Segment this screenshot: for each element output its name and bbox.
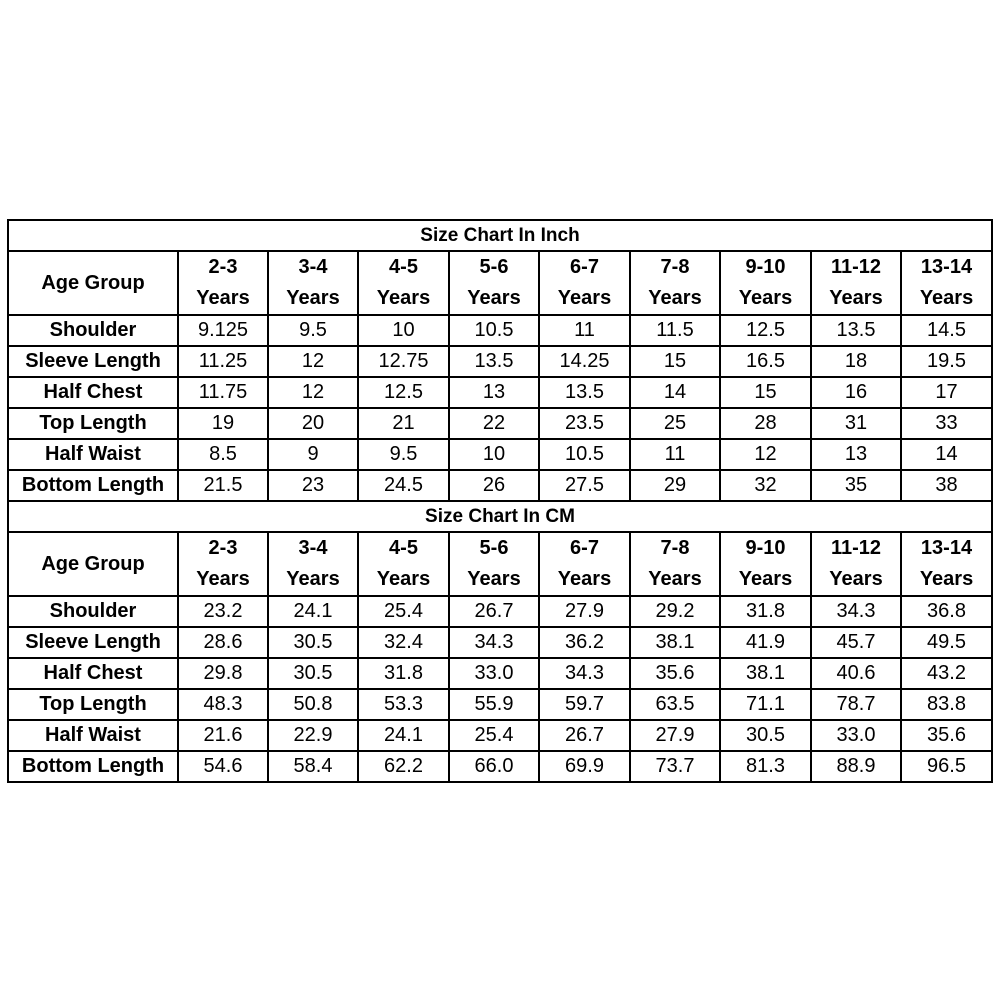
measurement-label: Bottom Length — [8, 751, 178, 782]
age-group-cell — [901, 532, 992, 596]
measurement-value: 11 — [539, 315, 630, 346]
measurement-value: 23.2 — [178, 596, 268, 627]
measurement-label: Top Length — [8, 689, 178, 720]
measurement-value: 24.1 — [268, 596, 358, 627]
measurement-value: 59.7 — [539, 689, 630, 720]
age-group-label: Age Group — [8, 251, 178, 315]
measurement-value: 9.125 — [178, 315, 268, 346]
measurement-value: 22.9 — [268, 720, 358, 751]
age-group-cell — [630, 251, 720, 315]
measurement-value: 9.5 — [268, 315, 358, 346]
measurement-value: 38.1 — [720, 658, 811, 689]
measurement-value: 9 — [268, 439, 358, 470]
measurement-value: 32.4 — [358, 627, 449, 658]
measurement-value: 12.75 — [358, 346, 449, 377]
age-unit: Years — [467, 287, 521, 309]
measurement-value: 26.7 — [539, 720, 630, 751]
measurement-value: 25.4 — [358, 596, 449, 627]
age-group-cell — [630, 532, 720, 596]
age-range: 5-6 — [479, 537, 509, 559]
age-unit: Years — [557, 568, 612, 590]
measurement-row — [8, 689, 992, 720]
age-unit: Years — [648, 568, 702, 590]
measurement-value: 78.7 — [811, 689, 901, 720]
measurement-value: 18 — [811, 346, 901, 377]
measurement-value: 12.5 — [720, 315, 811, 346]
measurement-value: 43.2 — [901, 658, 992, 689]
measurement-row — [8, 658, 992, 689]
measurement-label: Top Length — [8, 408, 178, 439]
measurement-value: 35.6 — [901, 720, 992, 751]
age-range: 13-14 — [920, 537, 973, 559]
age-group-cell — [449, 532, 539, 596]
age-group-cell — [268, 251, 358, 315]
age-unit: Years — [286, 287, 340, 309]
age-unit: Years — [376, 287, 431, 309]
size-chart-body — [8, 220, 992, 782]
measurement-value: 38 — [901, 470, 992, 501]
measurement-row — [8, 408, 992, 439]
measurement-value: 33.0 — [811, 720, 901, 751]
measurement-value: 13 — [811, 439, 901, 470]
measurement-value: 35.6 — [630, 658, 720, 689]
section-title-row — [8, 501, 992, 532]
measurement-value: 26.7 — [449, 596, 539, 627]
measurement-value: 28 — [720, 408, 811, 439]
age-unit: Years — [738, 568, 793, 590]
age-group-cell — [268, 532, 358, 596]
measurement-label: Half Waist — [8, 439, 178, 470]
measurement-value: 36.2 — [539, 627, 630, 658]
measurement-value: 13.5 — [811, 315, 901, 346]
measurement-value: 19.5 — [901, 346, 992, 377]
age-group-cell — [720, 532, 811, 596]
age-group-cell — [539, 251, 630, 315]
measurement-value: 83.8 — [901, 689, 992, 720]
measurement-value: 17 — [901, 377, 992, 408]
measurement-label: Shoulder — [8, 596, 178, 627]
measurement-value: 13 — [449, 377, 539, 408]
measurement-label: Half Waist — [8, 720, 178, 751]
measurement-value: 34.3 — [449, 627, 539, 658]
measurement-value: 14 — [630, 377, 720, 408]
measurement-value: 23.5 — [539, 408, 630, 439]
measurement-value: 21.6 — [178, 720, 268, 751]
age-group-cell — [720, 251, 811, 315]
age-group-cell — [901, 251, 992, 315]
age-unit: Years — [467, 568, 521, 590]
measurement-value: 11.5 — [630, 315, 720, 346]
measurement-value: 9.5 — [358, 439, 449, 470]
measurement-value: 27.9 — [630, 720, 720, 751]
measurement-value: 32 — [720, 470, 811, 501]
age-unit: Years — [196, 568, 250, 590]
measurement-value: 12 — [268, 346, 358, 377]
age-range: 4-5 — [389, 537, 418, 559]
measurement-value: 88.9 — [811, 751, 901, 782]
measurement-value: 15 — [630, 346, 720, 377]
age-unit: Years — [919, 568, 974, 590]
measurement-value: 45.7 — [811, 627, 901, 658]
age-group-header-row — [8, 532, 992, 596]
measurement-value: 29.8 — [178, 658, 268, 689]
measurement-value: 14 — [901, 439, 992, 470]
measurement-value: 10 — [449, 439, 539, 470]
measurement-row — [8, 627, 992, 658]
age-range: 2-3 — [208, 256, 238, 278]
measurement-row — [8, 751, 992, 782]
age-range: 4-5 — [389, 256, 418, 278]
measurement-value: 38.1 — [630, 627, 720, 658]
age-unit: Years — [829, 568, 883, 590]
measurement-label: Half Chest — [8, 377, 178, 408]
age-range: 6-7 — [570, 256, 599, 278]
measurement-row — [8, 720, 992, 751]
measurement-value: 73.7 — [630, 751, 720, 782]
measurement-value: 12 — [268, 377, 358, 408]
measurement-value: 66.0 — [449, 751, 539, 782]
measurement-value: 12 — [720, 439, 811, 470]
age-unit: Years — [919, 287, 974, 309]
measurement-value: 34.3 — [811, 596, 901, 627]
measurement-row — [8, 346, 992, 377]
age-group-label: Age Group — [8, 532, 178, 596]
age-range: 7-8 — [660, 256, 690, 278]
age-unit: Years — [557, 287, 612, 309]
age-unit: Years — [648, 287, 702, 309]
measurement-value: 24.5 — [358, 470, 449, 501]
age-group-header-row — [8, 251, 992, 315]
measurement-value: 29 — [630, 470, 720, 501]
section-title-row — [8, 220, 992, 251]
measurement-value: 27.9 — [539, 596, 630, 627]
measurement-value: 55.9 — [449, 689, 539, 720]
measurement-value: 71.1 — [720, 689, 811, 720]
measurement-value: 11 — [630, 439, 720, 470]
measurement-value: 28.6 — [178, 627, 268, 658]
measurement-value: 41.9 — [720, 627, 811, 658]
measurement-value: 62.2 — [358, 751, 449, 782]
age-unit: Years — [196, 287, 250, 309]
measurement-row — [8, 470, 992, 501]
measurement-value: 53.3 — [358, 689, 449, 720]
age-unit: Years — [738, 287, 793, 309]
age-range: 6-7 — [570, 537, 599, 559]
measurement-value: 26 — [449, 470, 539, 501]
measurement-value: 30.5 — [268, 658, 358, 689]
measurement-value: 63.5 — [630, 689, 720, 720]
age-range: 13-14 — [920, 256, 973, 278]
measurement-value: 36.8 — [901, 596, 992, 627]
size-chart-table — [7, 219, 993, 783]
measurement-value: 27.5 — [539, 470, 630, 501]
section-title: Size Chart In CM — [8, 501, 992, 532]
measurement-label: Sleeve Length — [8, 346, 178, 377]
age-unit: Years — [286, 568, 340, 590]
age-group-cell — [449, 251, 539, 315]
measurement-value: 22 — [449, 408, 539, 439]
measurement-value: 25 — [630, 408, 720, 439]
measurement-value: 10 — [358, 315, 449, 346]
measurement-value: 33 — [901, 408, 992, 439]
measurement-value: 24.1 — [358, 720, 449, 751]
measurement-value: 10.5 — [539, 439, 630, 470]
section-title: Size Chart In Inch — [8, 220, 992, 251]
age-range: 3-4 — [298, 537, 328, 559]
measurement-row — [8, 377, 992, 408]
age-range: 9-10 — [745, 256, 786, 278]
measurement-value: 23 — [268, 470, 358, 501]
measurement-value: 14.25 — [539, 346, 630, 377]
age-range: 11-12 — [830, 537, 882, 559]
age-range: 5-6 — [479, 256, 509, 278]
age-range: 3-4 — [298, 256, 328, 278]
measurement-row — [8, 596, 992, 627]
measurement-label: Half Chest — [8, 658, 178, 689]
measurement-value: 13.5 — [449, 346, 539, 377]
measurement-value: 8.5 — [178, 439, 268, 470]
age-group-cell — [539, 532, 630, 596]
measurement-value: 16 — [811, 377, 901, 408]
measurement-value: 31 — [811, 408, 901, 439]
measurement-value: 21 — [358, 408, 449, 439]
measurement-value: 49.5 — [901, 627, 992, 658]
measurement-value: 69.9 — [539, 751, 630, 782]
measurement-value: 11.75 — [178, 377, 268, 408]
measurement-label: Sleeve Length — [8, 627, 178, 658]
measurement-value: 35 — [811, 470, 901, 501]
measurement-value: 12.5 — [358, 377, 449, 408]
age-group-cell — [811, 532, 901, 596]
age-group-cell — [178, 251, 268, 315]
age-range: 7-8 — [660, 537, 690, 559]
measurement-value: 40.6 — [811, 658, 901, 689]
age-unit: Years — [829, 287, 883, 309]
measurement-value: 10.5 — [449, 315, 539, 346]
measurement-value: 30.5 — [720, 720, 811, 751]
measurement-value: 13.5 — [539, 377, 630, 408]
measurement-value: 14.5 — [901, 315, 992, 346]
measurement-row — [8, 315, 992, 346]
measurement-label: Bottom Length — [8, 470, 178, 501]
measurement-value: 21.5 — [178, 470, 268, 501]
measurement-value: 48.3 — [178, 689, 268, 720]
age-group-cell — [358, 251, 449, 315]
age-unit: Years — [376, 568, 431, 590]
age-group-cell — [811, 251, 901, 315]
measurement-value: 30.5 — [268, 627, 358, 658]
measurement-value: 34.3 — [539, 658, 630, 689]
measurement-value: 15 — [720, 377, 811, 408]
measurement-value: 16.5 — [720, 346, 811, 377]
measurement-value: 31.8 — [720, 596, 811, 627]
measurement-value: 33.0 — [449, 658, 539, 689]
measurement-value: 50.8 — [268, 689, 358, 720]
measurement-value: 20 — [268, 408, 358, 439]
measurement-value: 81.3 — [720, 751, 811, 782]
measurement-value: 31.8 — [358, 658, 449, 689]
measurement-label: Shoulder — [8, 315, 178, 346]
measurement-value: 96.5 — [901, 751, 992, 782]
age-range: 9-10 — [745, 537, 786, 559]
measurement-value: 54.6 — [178, 751, 268, 782]
measurement-value: 19 — [178, 408, 268, 439]
measurement-value: 11.25 — [178, 346, 268, 377]
measurement-row — [8, 439, 992, 470]
measurement-value: 29.2 — [630, 596, 720, 627]
age-group-cell — [178, 532, 268, 596]
age-range: 2-3 — [208, 537, 238, 559]
measurement-value: 25.4 — [449, 720, 539, 751]
measurement-value: 58.4 — [268, 751, 358, 782]
age-range: 11-12 — [830, 256, 882, 278]
age-group-cell — [358, 532, 449, 596]
